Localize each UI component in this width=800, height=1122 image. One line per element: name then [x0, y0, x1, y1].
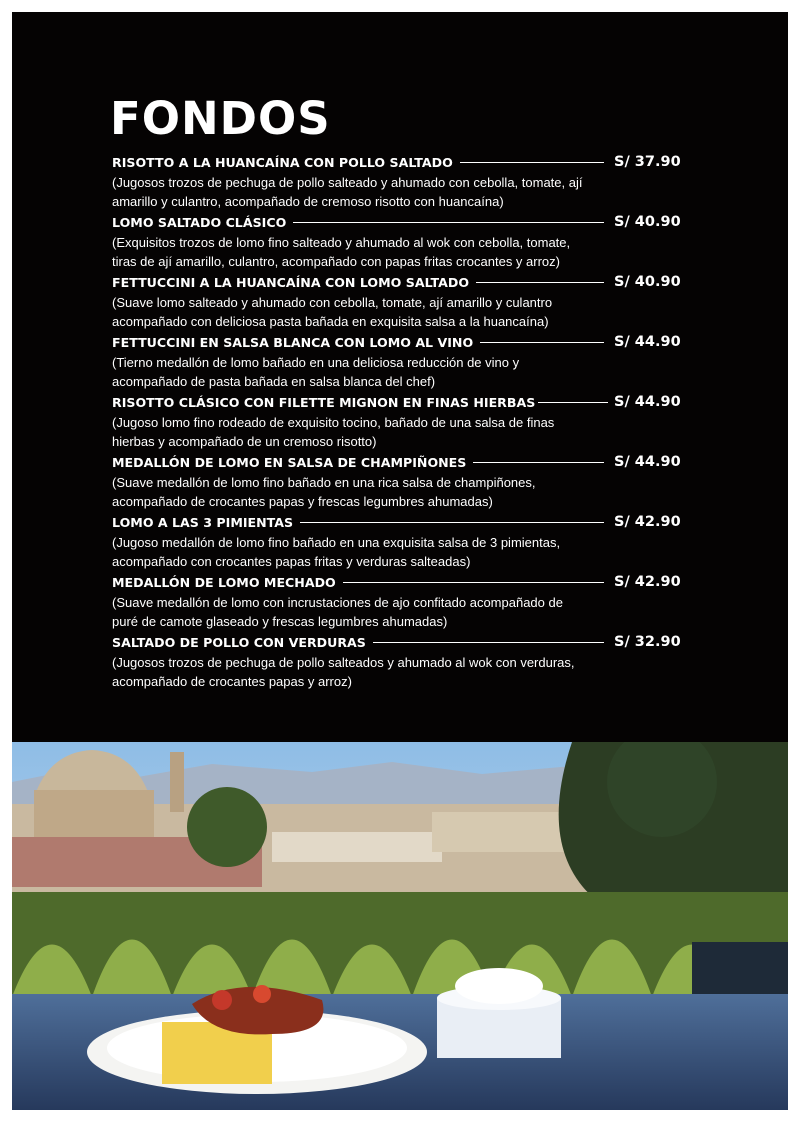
dish-description: (Suave medallón de lomo fino bañado en una rica salsa de champiñones, acompañado de crocantes papas y frescas legumbres ahumadas) [112, 475, 536, 509]
dish-price: S/ 44.90 [614, 334, 681, 350]
dish-name: SALTADO DE POLLO CON VERDURAS [112, 634, 366, 650]
photo-illustration [12, 742, 788, 1110]
dish-description: (Jugoso lomo fino rodeado de exquisito tocino, bañado de una salsa de finas hierbas y acompañado de un cremoso risotto) [112, 415, 555, 449]
menu-item [112, 272, 692, 331]
menu-item [112, 152, 692, 211]
dish-name: MEDALLÓN DE LOMO MECHADO [112, 574, 336, 590]
menu-list [112, 152, 692, 692]
dish-price: S/ 40.90 [614, 214, 681, 230]
leader-line [293, 222, 604, 223]
dish-description: (Jugosos trozos de pechuga de pollo salteados y ahumado al wok con verduras, acompañado de crocantes papas y arroz) [112, 655, 575, 689]
restaurant-terrace-photo [12, 742, 788, 1110]
dish-price: S/ 40.90 [614, 274, 681, 290]
dish-name: RISOTTO CLÁSICO CON FILETTE MIGNON EN FINAS HIERBAS [112, 394, 536, 410]
dish-price: S/ 37.90 [614, 154, 681, 170]
dish-name: MEDALLÓN DE LOMO EN SALSA DE CHAMPIÑONES [112, 454, 467, 470]
leader-line [473, 462, 604, 463]
leader-line [460, 162, 604, 163]
dish-price: S/ 32.90 [614, 634, 681, 650]
dish-description: (Jugosos trozos de pechuga de pollo salteado y ahumado con cebolla, tomate, ají amarillo y culantro, acompañado de cremoso risotto con huancaína) [112, 175, 583, 209]
leader-line [300, 522, 604, 523]
dish-description: (Suave lomo salteado y ahumado con cebolla, tomate, ají amarillo y culantro acompañado con deliciosa pasta bañada en exquisita salsa a la huancaína) [112, 295, 553, 329]
dish-description: (Tierno medallón de lomo bañado en una deliciosa reducción de vino y acompañado de pasta bañada en salsa blanca del chef) [112, 355, 520, 389]
menu-item [112, 452, 692, 511]
menu-item [112, 632, 692, 691]
dish-description: (Suave medallón de lomo con incrustaciones de ajo confitado acompañado de puré de camote glaseado y frescas legumbres ahumadas) [112, 595, 563, 629]
menu-item [112, 572, 692, 631]
dish-price: S/ 44.90 [614, 454, 681, 470]
page-title: FONDOS [110, 92, 331, 145]
leader-line [343, 582, 604, 583]
dish-name: FETTUCCINI A LA HUANCAÍNA CON LOMO SALTADO [112, 274, 470, 290]
dish-price: S/ 42.90 [614, 514, 681, 530]
dish-name: RISOTTO A LA HUANCAÍNA CON POLLO SALTADO [112, 154, 453, 170]
menu-item [112, 392, 692, 451]
dish-description: (Exquisitos trozos de lomo fino salteado y ahumado al wok con cebolla, tomate, tiras de ají amarillo, culantro, acompañado con papas fritas crocantes y arroz) [112, 235, 571, 269]
dish-description: (Jugoso medallón de lomo fino bañado en una exquisita salsa de 3 pimientas, acompañado con crocantes papas fritas y verduras salteadas) [112, 535, 561, 569]
leader-line [476, 282, 604, 283]
menu-item [112, 332, 692, 391]
dish-price: S/ 42.90 [614, 574, 681, 590]
dish-name: FETTUCCINI EN SALSA BLANCA CON LOMO AL VINO [112, 334, 474, 350]
leader-line [373, 642, 604, 643]
leader-line [480, 342, 604, 343]
menu-item [112, 512, 692, 571]
dish-name: LOMO A LAS 3 PIMIENTAS [112, 514, 294, 530]
dish-price: S/ 44.90 [614, 394, 681, 410]
leader-line [538, 402, 608, 403]
dish-name: LOMO SALTADO CLÁSICO [112, 214, 287, 230]
menu-item [112, 212, 692, 271]
